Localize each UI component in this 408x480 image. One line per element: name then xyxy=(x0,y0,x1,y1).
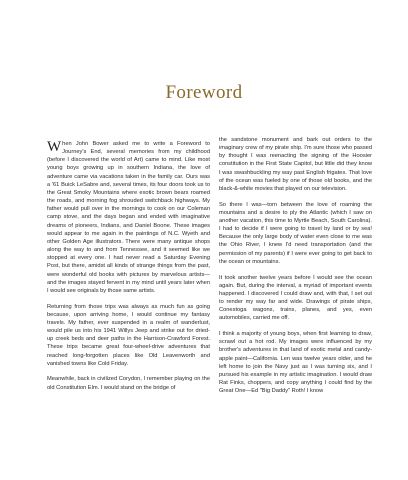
paragraph: So there I was—torn between the love of roaming the mountains and a desire to ply the Atlantic (which I saw on another vacation, this time to Myrtle Beach, South Carolina). I had to decide if I were going to travel by land or by sea! Because the only large body of water even close to me was the Ohio River, I knew I'd need transportation (and the permission of my parents) if I were ever going to get back to the ocean or mountains. xyxy=(219,201,372,265)
drop-cap: W xyxy=(47,139,62,155)
paragraph-text: hen John Bower asked me to write a Foreword to Journey's End, several memories from my childhood (before I discovered the world of Art) came to mind. Like most young boys growing up in southern Indiana, the love of adventure came via vacations taken in the family car. Ours was a '61 Buick LeSabre and, several times, its four doors took us to the Great Smoky Mountains where exotic brown bears roamed the roads, and morning fog shrouded switchback highways. My father would pull over in the mornings to cook on our Coleman camp stove, and the days began and ended with imaginative dreams of pioneers, Indians, and Daniel Boone. These images would appear to me again in the paintings of N.C. Wyeth and other Golden Age illustrators. There were many antique shops along the way to and from Tennessee, and it seemed like we stopped at every one. I had never read a Saturday Evening Post, but there, amidst all kinds of strange things from the past, were wonderful old books with pictures by marvelous artists—and the images stayed fervent in my mind until years later when I would see originals by those same artists. xyxy=(47,141,210,294)
paragraph xyxy=(47,140,210,295)
left-column xyxy=(47,140,210,399)
paragraph: Meanwhile, back in civilized Corydon, I remember playing on the old Constitution Elm. I would stand on the bridge of xyxy=(47,376,210,391)
paragraph: the sandstone monument and bark out orders to the imaginary crew of my pirate ship. I'm sure those who passed by thought I was reenacting the signing of the Hoosier constitution in the First State Capitol, but little did they know I was swashbuckling my way past English frigates. That love of the ocean was fueled by one of those old books, and the black-&-white movies that played on our television. xyxy=(219,137,372,192)
paragraph: It took another twelve years before I would see the ocean again. But, during the interval, a myriad of important events happened. I discovered I could draw and, with that, I set out to render my way far and wide. Drawings of pirate ships, Conestoga wagons, trains, planes, and yes, even automobiles, carried me off. xyxy=(219,274,372,322)
paragraph: I think a majority of young boys, when first learning to draw, scrawl out a hot rod. My images were influenced by my brother's adventures in that land of exotic metal and candy-apple paint—California. Len was twelve years older, and he left home to join the Navy just as I was turning six, and I pursued his example in my artistic imagination. I would draw Rat Finks, choppers, and copy anything I could find by the Great One—Ed "Big Daddy" Roth! I know xyxy=(219,331,372,395)
right-column xyxy=(219,136,372,403)
paragraph: Returning from those trips was always as much fun as going because, upon arriving home, I would continue my fantasy travels. My father, ever suspended in a realm of wanderlust, would pile us into his 1941 Willys Jeep and strike out for dried-up creek beds and deer paths in the Harrison-Crawford Forest. These trips became great four-wheel-drive adventures that reached long-forgotten places like Old Leavenworth and vanished towns like Cold Friday. xyxy=(47,303,210,367)
page-title: Foreword xyxy=(165,82,243,103)
